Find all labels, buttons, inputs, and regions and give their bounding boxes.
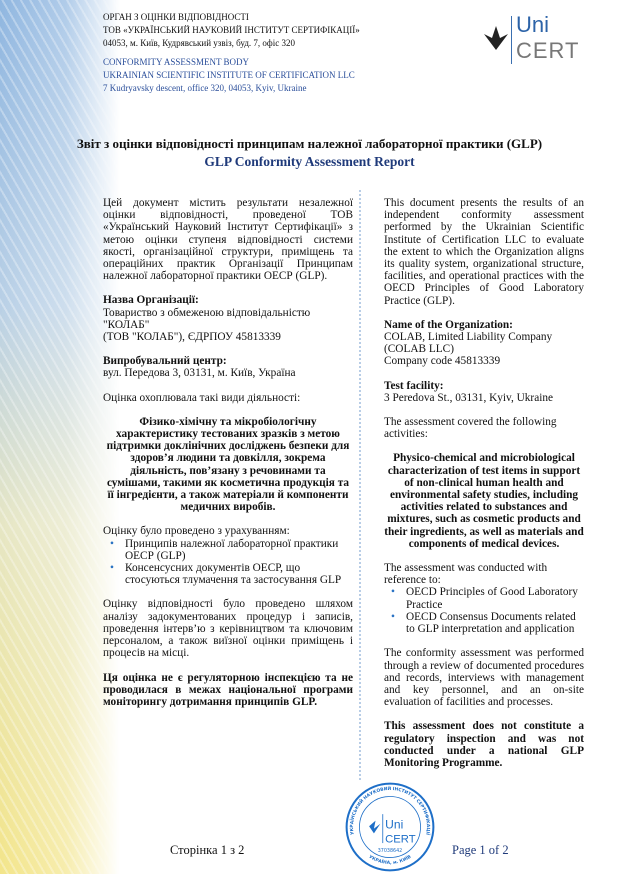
column-en [384,197,584,781]
official-stamp [345,782,435,872]
logo-cert: CERT [516,38,580,63]
report-title-uk: Звіт з оцінки відповідності принципам належної лабораторної практики (GLP) [76,136,543,151]
logo-divider [511,16,512,64]
org-line: Company code 45813339 [384,355,501,368]
page-number-en: Page 1 of 2 [452,843,509,857]
reference-en [384,562,584,635]
facility-en [384,380,584,404]
column-divider [359,190,361,780]
disclaimer-uk: Ця оцінка не є регуляторною інспекцією та не проводилася в межах національної програми моніторингу дотримання принципів GLP. [103,671,353,708]
org-line: Товариство з обмеженою відповідальністю [103,306,311,319]
header-uk-line: ОРГАН З ОЦІНКИ ВІДПОВІДНОСТІ [103,12,249,22]
org-line: (COLAB LLC) [384,343,454,356]
facility-address: вул. Передова 3, 03131, м. Київ, Україна [103,367,296,380]
facility-uk [103,355,353,379]
stamp-ring-text: УКРАЇНСЬКИЙ НАУКОВИЙ ІНСТИТУТ СЕРТИФІКАЦІЇ [350,786,431,836]
org-line: "КОЛАБ" [103,318,150,331]
trident-leaf-icon [482,24,510,54]
intro-en: This document presents the results of an independent conformity assessment performed by the Ukrainian Scientific Institute of Certification LLC to evaluate the extent to which the Organization aligns its quality system, organizational structure, facilities, and operational practices with the OECD Principles of Good Laboratory Practice (GLP). [384,197,584,307]
organization-uk [103,294,353,343]
report-title-en: GLP Conformity Assessment Report [204,154,415,169]
page-number-uk: Сторінка 1 з 2 [170,843,245,857]
stamp-logo-cert: CERT [385,833,416,846]
activities-uk: Фізико-хімічну та мікробіологічну характеристику тестованих зразків з метою підтримки доклінічних досліджень безпеки для здоров’я людини та довкілля, зокрема діяльність, пов’язану з речовинами та сумішами, такими як косметична продукція та її інгредієнти, а також матеріали й компоненти медичних виробів. [106,415,350,514]
intro-uk: Цей документ містить результати незалежної оцінки відповідності, проведеної ТОВ «Український Науковий Інститут Сертифікації» з метою оцінки ступеня відповідності системи якості, організаційної структури, приміщень та операційних практик Організації Принципам належної лабораторної практики ОЕСР (GLP). [103,197,353,283]
header-uk-line: ТОВ «УКРАЇНСЬКИЙ НАУКОВИЙ ІНСТИТУТ СЕРТИФІКАЦІЇ» [103,25,360,35]
method-uk: Оцінку відповідності було проведено шляхом аналізу задокументованих процедур і записів, проведення інтерв’ю з керівництвом та ключовим персоналом, а також виїзної оцінки приміщень і процесів на місці. [103,598,353,660]
org-line: (ТОВ "КОЛАБ"), ЄДРПОУ 45813339 [103,331,281,344]
reference-label: Оцінку було проведено з урахуванням: [103,525,290,538]
activities-en: Physico-chemical and microbiological characterization of test items in support of non-clinical human health and environmental safety studies, including activities related to substances and mixtures, such as cosmetic products and their ingredients, as well as materials and components of medical devices. [384,452,584,550]
stamp-city: УКРАЇНА, м. КИЇВ [367,854,413,866]
facility-address: 3 Peredova St., 03131, Kyiv, Ukraine [384,391,554,404]
facility-label: Випробувальний центр: [103,355,227,368]
stamp-code: 37038642 [377,848,403,854]
stamp-logo-uni: Uni [385,817,404,832]
header-uk [103,11,360,50]
disclaimer-en: This assessment does not constitute a regulatory inspection and was not conducted under a national GLP Monitoring Programme. [384,720,584,769]
org-label: Name of the Organization: [384,318,513,331]
reference-item: • Принципів належної лабораторної практики ОЕСР (GLP) [125,538,353,562]
header-en-line: CONFORMITY ASSESSMENT BODY [103,57,250,67]
column-uk [103,197,353,720]
header-en-line: 7 Kudryavsky descent, office 320, 04053, Kyiv, Ukraine [103,83,307,93]
facility-label: Test facility: [384,379,444,392]
header-en-line: UKRAINIAN SCIENTIFIC INSTITUTE OF CERTIFICATION LLC [103,70,355,80]
header-en [103,56,355,95]
method-en: The conformity assessment was performed through a review of documented procedures and records, interviews with management and key personnel, and an on-site evaluation of facilities and processes. [384,647,584,709]
header-uk-line: 04053, м. Київ, Кудрявський узвіз, буд. 7, офіс 320 [103,38,295,48]
reference-item: • Консенсусних документів ОЕСР, що стосуються тлумачення та застосування GLP [125,562,353,586]
reference-label: The assessment was conducted with reference to: [384,562,548,587]
org-line: COLAB, Limited Liability Company [384,331,553,344]
reference-uk [103,525,353,586]
logo-uni: Uni [516,12,550,37]
covered-en: The assessment covered the following activities: [384,416,557,441]
org-label: Назва Організації: [103,294,199,307]
organization-en [384,319,584,368]
reference-item: • OECD Principles of Good Laboratory Practice [406,586,584,610]
unicert-logo [482,12,580,66]
covered-uk: Оцінка охоплювала такі види діяльності: [103,391,301,404]
reference-item: • OECD Consensus Documents related to GLP interpretation and application [406,611,584,635]
